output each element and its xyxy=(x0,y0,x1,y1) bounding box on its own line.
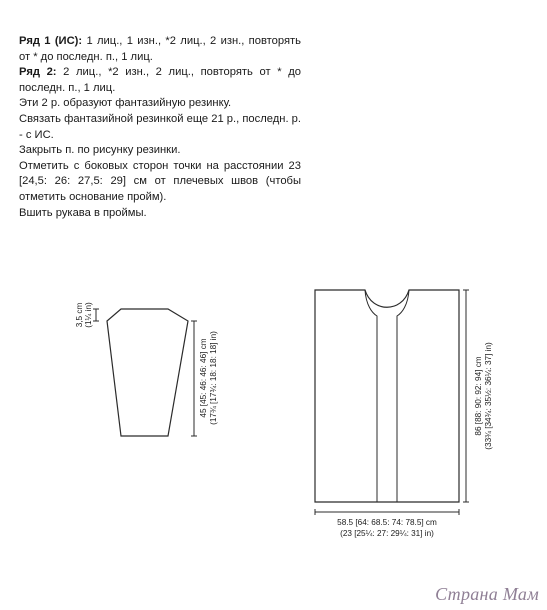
body-height-cm-label: 86 [88: 90: 92: 94] cm xyxy=(474,356,483,436)
body-outline xyxy=(315,290,459,502)
front-band xyxy=(365,290,409,502)
row-2-label: Ряд 2: xyxy=(19,66,57,79)
sleeve-cap-cm-label: 3,5 cm xyxy=(75,302,84,328)
instruction-line: Связать фантазийной резинкой еще 21 р., последн. р. - с ИС. xyxy=(19,112,301,141)
row-1-text: 1 лиц., 1 изн., *2 лиц., 2 изн., повторять от * до последн. п., 1 лиц. xyxy=(19,35,301,63)
sleeve-length-cm-label: 45 [45: 46: 46: 46] cm xyxy=(199,338,208,418)
sleeve-shape xyxy=(107,309,188,436)
row-1-label: Ряд 1 (ИС): xyxy=(19,35,83,47)
instruction-line: Вшить рукава в проймы. xyxy=(19,206,147,219)
instruction-line: Эти 2 р. образуют фантазийную резинку. xyxy=(19,97,232,110)
instruction-line: Закрыть п. по рисунку резинки. xyxy=(19,144,181,157)
watermark-logo: Страна Мам xyxy=(435,584,539,604)
body-width-cm-label: 58.5 [64: 68.5: 74: 78.5] cm xyxy=(337,518,437,527)
body-height-in-label: (33¾ [34¾: 35½: 36¼: 37] in) xyxy=(484,342,493,450)
sleeve-length-in-label: (17¾ [17¾: 18: 18: 18] in) xyxy=(209,331,218,425)
row-2-text: 2 лиц., *2 изн., 2 лиц., повторять от * до последн. п., 1 лиц. xyxy=(19,66,302,94)
body-width-in-label: (23 [25¼: 27: 29¼: 31] in) xyxy=(340,529,434,538)
sleeve-cap-in-label: (1¼ in) xyxy=(84,302,93,328)
instruction-line: Отметить с боковых сторон точки на расстоянии 23 [24,5: 26: 27,5: 29] см от плечевых швов (чтобы отметить основание пройм). xyxy=(19,159,301,203)
